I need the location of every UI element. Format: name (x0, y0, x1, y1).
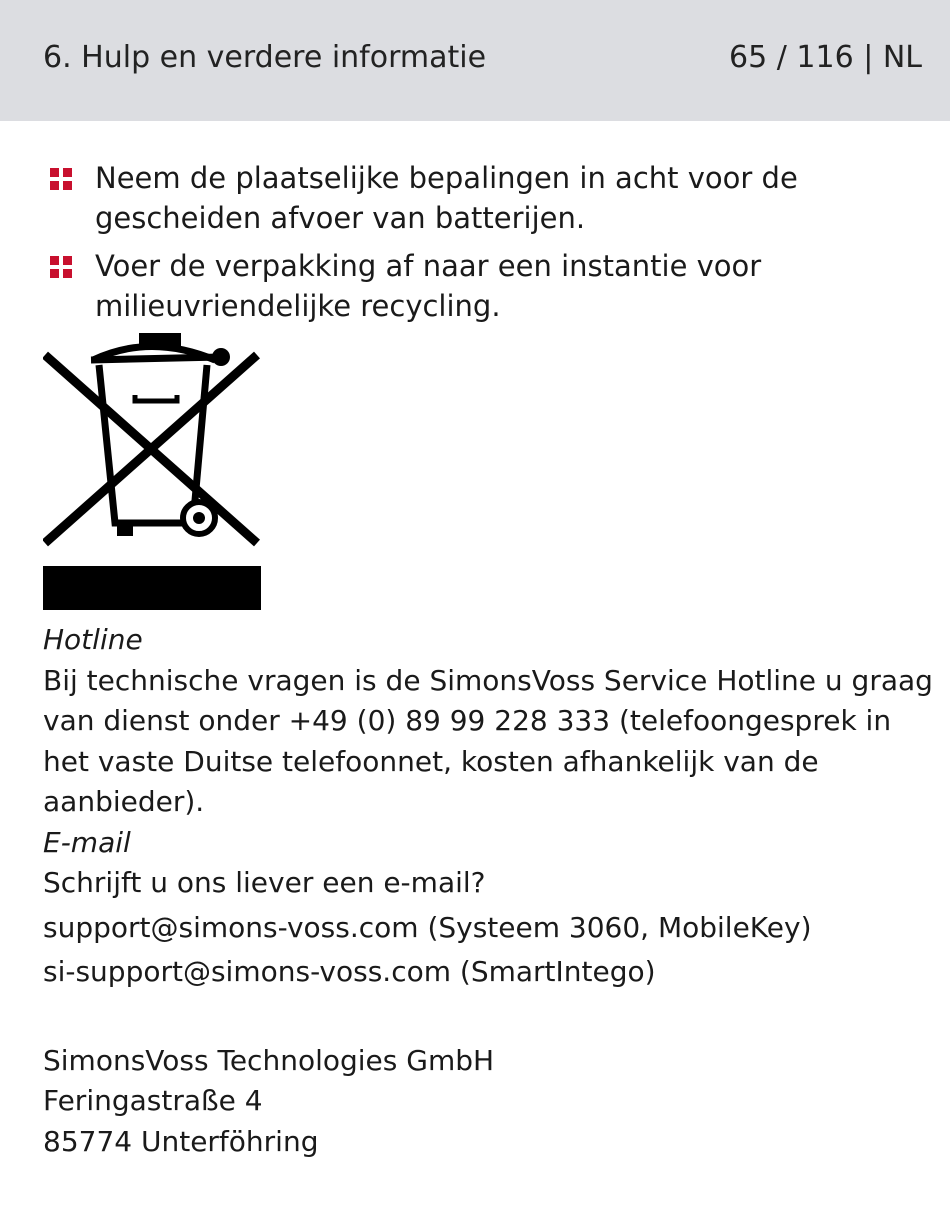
address-company: SimonsVoss Technologies GmbH (43, 1043, 495, 1077)
list-item (50, 246, 920, 326)
page-header (0, 0, 950, 121)
hotline-text: Bij technische vragen is de SimonsVoss Service Hotline u graag van dienst onder +49 (0) 89 99 228 333 (telefoongesprek in het vaste Duitse telefoonnet, kosten afhankelijk van de aanbieder). (43, 663, 933, 818)
hotline-heading: Hotline (43, 623, 143, 656)
email-support-link[interactable]: support@simons-voss.com (Systeem 3060, MobileKey) (43, 910, 812, 944)
email-intro: Schrijft u ons liever een e-mail? (43, 866, 486, 899)
page-indicator: 65 / 116 | NL (729, 40, 922, 75)
list-item-text: Neem de plaatselijke bepalingen in acht voor de gescheiden afvoer van batterijen. (95, 161, 798, 235)
email-si-support-link[interactable]: si-support@simons-voss.com (SmartIntego) (43, 955, 656, 988)
contact-info (43, 620, 938, 1162)
bullet-squares-icon (50, 256, 72, 278)
address-street: Feringastraße 4 (43, 1084, 263, 1117)
address-city: 85774 Unterföhring (43, 1124, 319, 1158)
bullet-list (50, 158, 920, 334)
bullet-squares-icon (50, 168, 72, 190)
list-item (50, 158, 920, 238)
email-heading: E-mail (43, 825, 131, 859)
crossed-out-wheelie-bin-icon (43, 333, 261, 610)
section-title: 6. Hulp en verdere informatie (43, 40, 487, 75)
list-item-text: Voer de verpakking af naar een instantie voor milieuvriendelijke recycling. (95, 249, 762, 323)
